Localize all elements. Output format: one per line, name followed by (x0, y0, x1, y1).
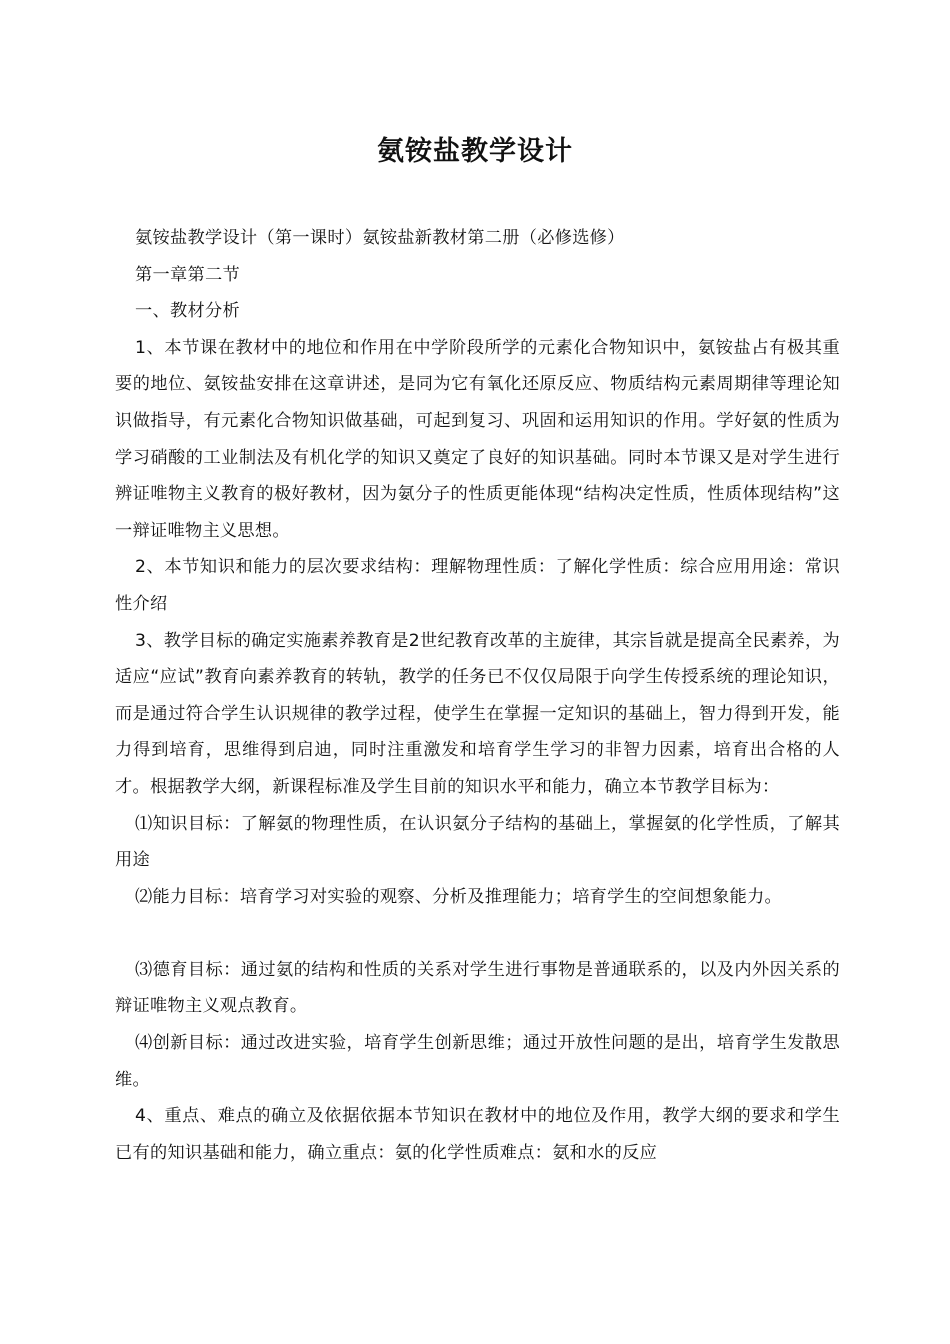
paragraph-requirements: 2、本节知识和能力的层次要求结构：理解物理性质：了解化学性质：综合应用用途：常识性介绍 (115, 557, 840, 614)
paragraph-position-role: 1、本节课在教材中的地位和作用在中学阶段所学的元素化合物知识中，氨铵盐占有极其重要的地位、氨铵盐安排在这章讲述，是同为它有氧化还原反应、物质结构元素周期律等理论知识做指导，有元素化合物知识做基础，可起到复习、巩固和运用知识的作用。学好氨的性质为学习硝酸的工业制法及有机化学的知识又奠定了良好的知识基础。同时本节课又是对学生进行辨证唯物主义教育的极好教材，因为氨分子的性质更能体现“结构决定性质，性质体现结构”这一辩证唯物主义思想。 (115, 337, 840, 541)
document-body (115, 220, 840, 1171)
section-heading: 一、教材分析 (135, 301, 240, 322)
paragraph-key-points: 4、重点、难点的确立及依据依据本节知识在教材中的地位及作用，教学大纲的要求和学生已有的知识基础和能力，确立重点：氨的化学性质难点：氨和水的反应 (115, 1106, 840, 1163)
subtitle-line: 氨铵盐教学设计（第一课时）氨铵盐新教材第二册（必修选修） (135, 228, 625, 248)
chapter-line: 第一章第二节 (135, 264, 240, 285)
objective-moral: ⑶德育目标：通过氨的结构和性质的关系对学生进行事物是普通联系的，以及内外因关系的辩证唯物主义观点教育。 (115, 959, 840, 1017)
paragraph-objectives: 3、教学目标的确定实施素养教育是2世纪教育改革的主旋律，其宗旨就是提高全民素养，为适应“应试”教育向素养教育的转轨，教学的任务已不仅仅局限于向学生传授系统的理论知识，而是通过符合学生认识规律的教学过程，使学生在掌握一定知识的基础上，智力得到开发，能力得到培育，思维得到启迪，同时注重激发和培育学生学习的非智力因素，培育出合格的人才。根据教学大纲，新课程标准及学生目前的知识水平和能力，确立本节教学目标为： (115, 630, 840, 797)
document-title: 氨铵盐教学设计 (377, 136, 573, 167)
objective-ability: ⑵能力目标：培育学习对实验的观察、分析及推理能力；培育学生的空间想象能力。 (135, 886, 783, 907)
objective-knowledge: ⑴知识目标：了解氨的物理性质，在认识氨分子结构的基础上，掌握氨的化学性质，了解其用途 (115, 813, 840, 871)
objective-innovation: ⑷创新目标：通过改进实验，培育学生创新思维；通过开放性问题的是出，培育学生发散思维。 (115, 1033, 840, 1090)
